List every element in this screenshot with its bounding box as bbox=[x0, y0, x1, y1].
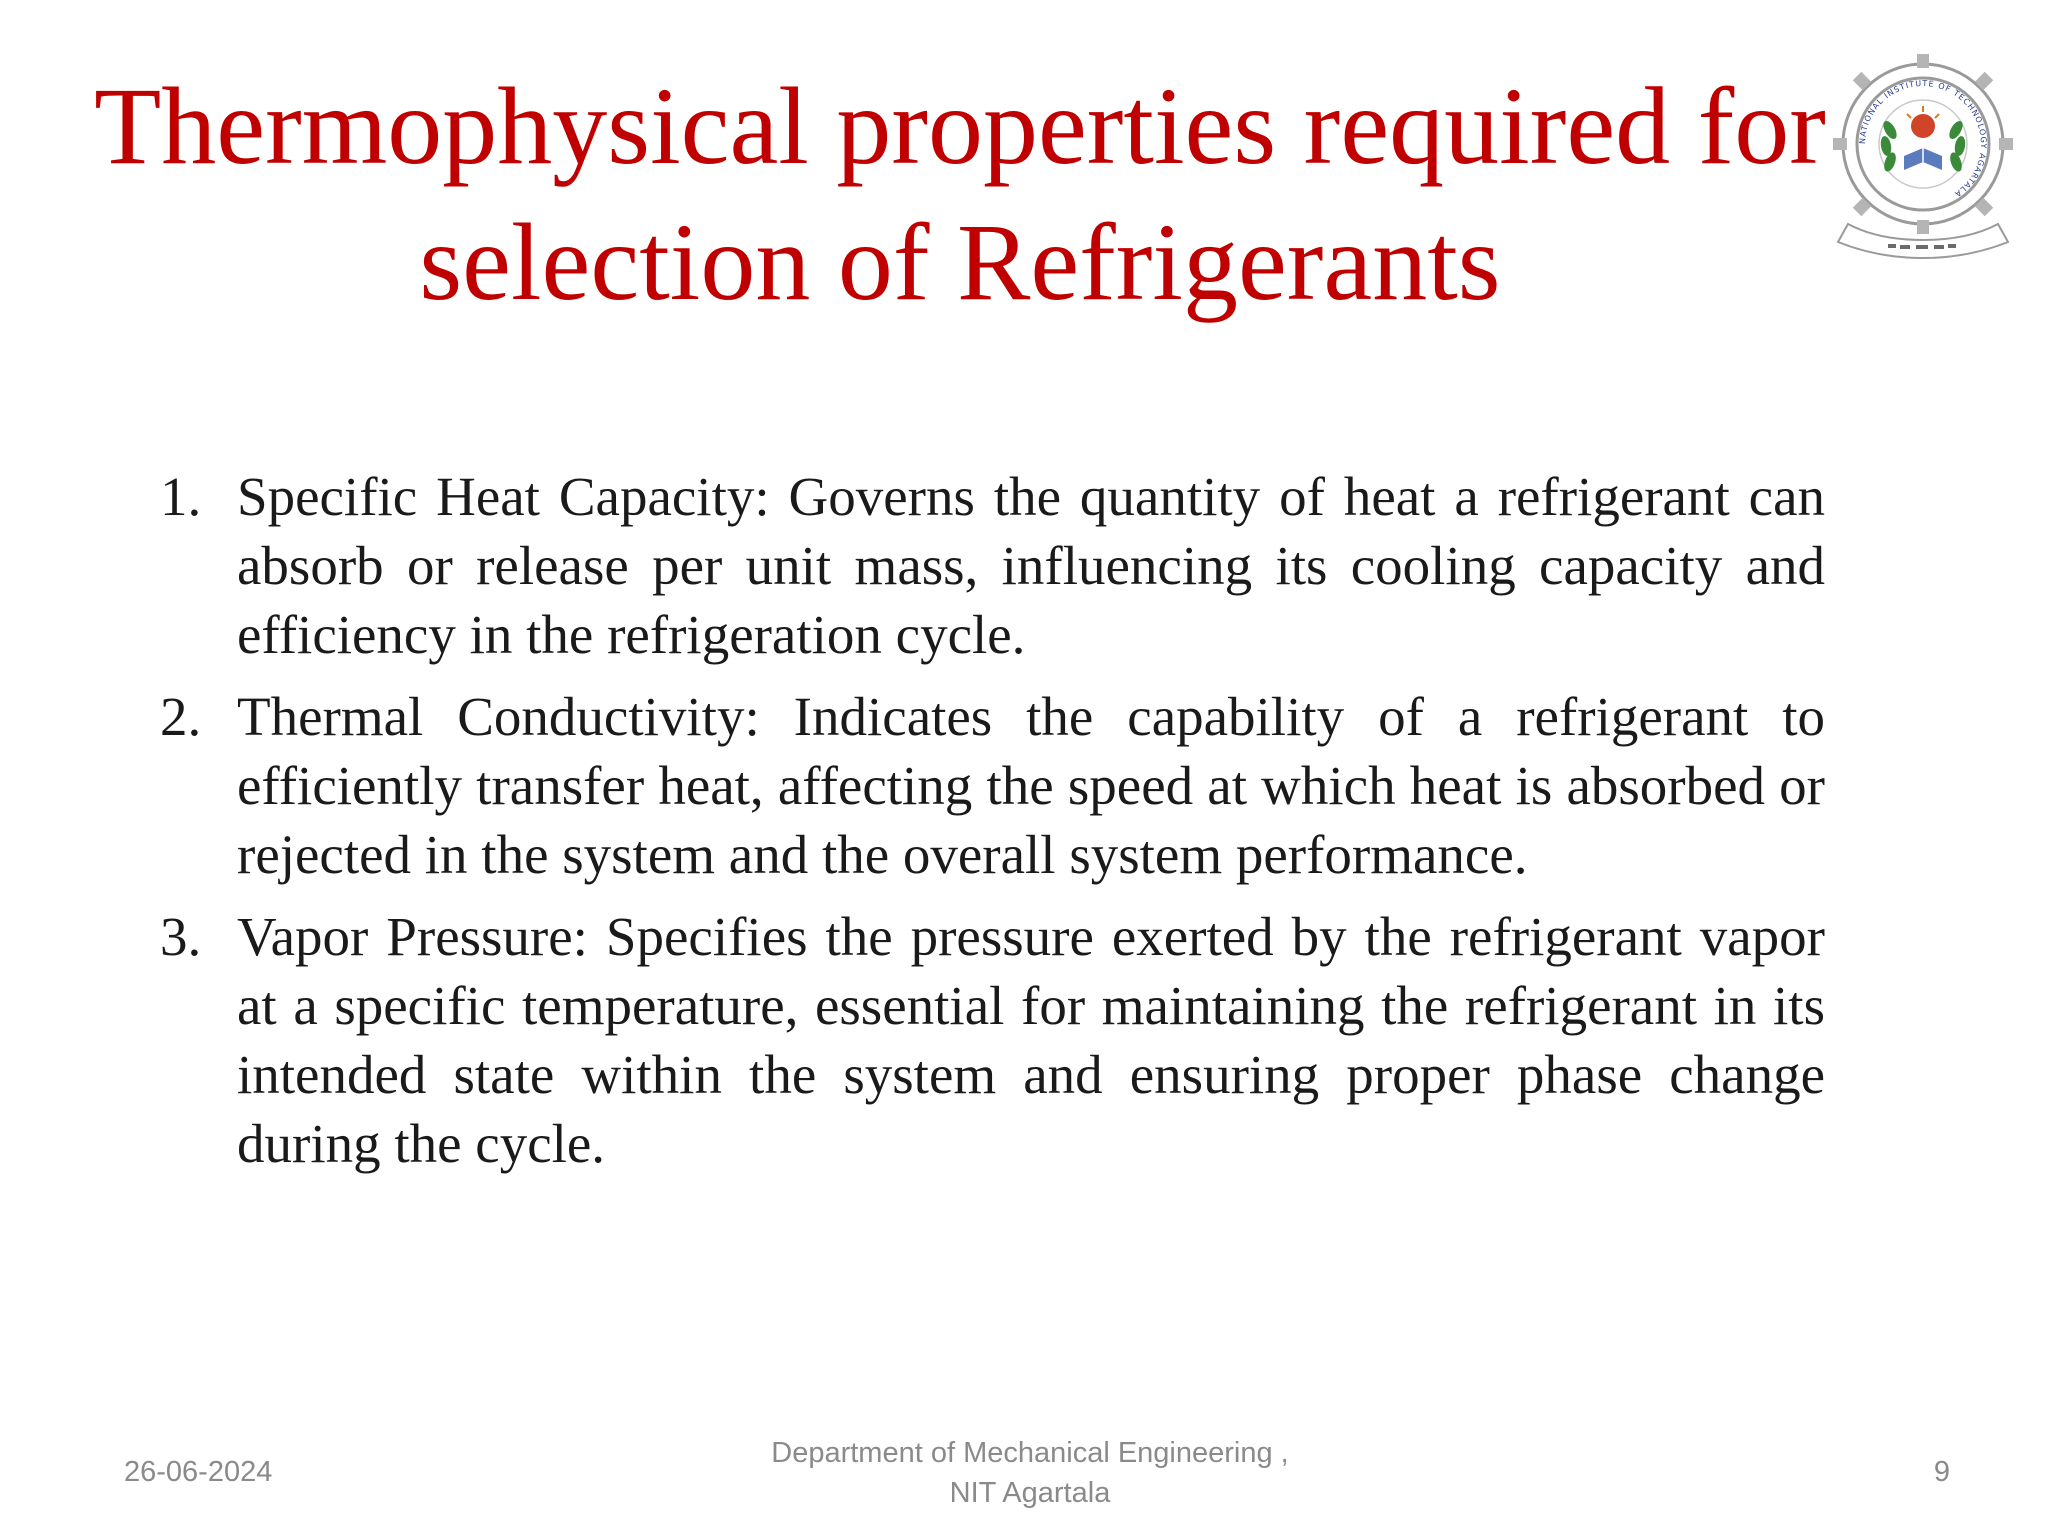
list-item bbox=[160, 682, 1825, 889]
list-item-number: 2. bbox=[160, 686, 202, 747]
list-item-number: 1. bbox=[160, 466, 202, 527]
list-item-number: 3. bbox=[160, 906, 202, 967]
list-item bbox=[160, 462, 1825, 669]
footer-department-line-1: Department of Mechanical Engineering , bbox=[771, 1437, 1289, 1469]
slide-title-line-1: Thermophysical properties required for bbox=[94, 65, 1826, 187]
list-item-text: Vapor Pressure: Specifies the pressure exerted by the refrigerant vapor at a specific temperature, essential for maintaining the refrigerant in its intended state within the system and ensuring proper phase change during the cycle. bbox=[237, 906, 1825, 1174]
logo-ring-text: NATIONAL INSTITUTE OF TECHNOLOGY AGARTALA bbox=[1857, 78, 1989, 200]
list-item-text: Specific Heat Capacity: Governs the quantity of heat a refrigerant can absorb or release per unit mass, influencing its cooling capacity and efficiency in the refrigeration cycle. bbox=[237, 466, 1825, 665]
property-list bbox=[160, 462, 1825, 1191]
list-item-text: Thermal Conductivity: Indicates the capability of a refrigerant to efficiently transfer heat, affecting the speed at which heat is absorbed or rejected in the system and the overall system performance. bbox=[237, 686, 1825, 885]
nit-agartala-logo bbox=[1818, 44, 2028, 266]
footer-date: 26-06-2024 bbox=[124, 1456, 273, 1488]
slide-title-line-2: selection of Refrigerants bbox=[419, 201, 1501, 323]
slide-title bbox=[40, 58, 1880, 330]
footer-page-number: 9 bbox=[1933, 1456, 1950, 1488]
footer-department bbox=[700, 1433, 1360, 1513]
list-item bbox=[160, 902, 1825, 1178]
footer-department-line-2: NIT Agartala bbox=[949, 1477, 1111, 1509]
